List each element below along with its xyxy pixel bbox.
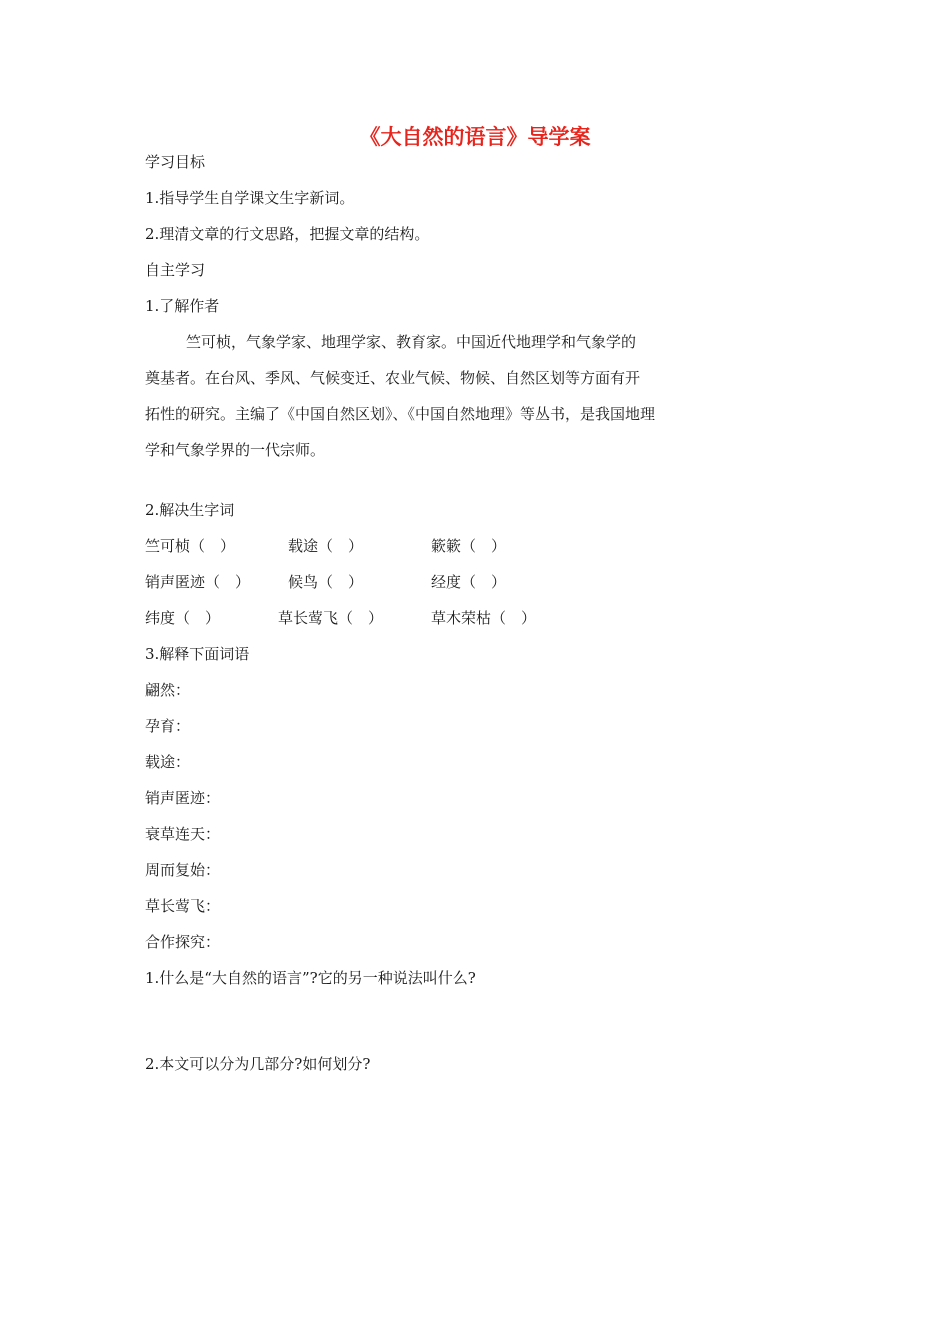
cooperation-question-1: 1.什么是“大自然的语言”?它的另一种说法叫什么?: [145, 969, 476, 987]
explain-item: 衰草连天：: [145, 825, 221, 843]
word-cell-r3c1: 纬度（ ）: [145, 609, 221, 627]
explain-item: 草长莺飞：: [145, 897, 221, 915]
cooperation-question-2: 2.本文可以分为几部分?如何划分?: [145, 1055, 371, 1073]
author-paragraph-line-2: 奠基者。在台风、季风、气候变迁、农业气候、物候、自然区划等方面有开: [145, 369, 641, 387]
word-cell-r3c3: 草木荣枯（ ）: [431, 609, 537, 627]
goal-item-1: 1.指导学生自学课文生字新词。: [145, 189, 355, 207]
author-paragraph-line-1: 竺可桢，气象学家、地理学家、教育家。中国近代地理学和气象学的: [186, 333, 637, 351]
explain-item: 载途：: [145, 753, 191, 771]
word-cell-r1c3: 簌簌（ ）: [431, 537, 507, 555]
explain-item: 周而复始：: [145, 861, 221, 879]
words-heading: 2.解决生字词: [145, 501, 235, 519]
word-cell-r2c3: 经度（ ）: [431, 573, 507, 591]
goal-item-2: 2.理清文章的行文思路，把握文章的结构。: [145, 225, 430, 243]
word-cell-r1c2: 载途（ ）: [288, 537, 364, 555]
cooperation-heading: 合作探究：: [145, 933, 221, 951]
self-study-heading: 自主学习: [145, 261, 206, 279]
explain-item: 翩然：: [145, 681, 191, 699]
word-cell-r3c2: 草长莺飞（ ）: [278, 609, 384, 627]
word-cell-r2c1: 销声匿迹（ ）: [145, 573, 251, 591]
word-cell-r1c1: 竺可桢（ ）: [145, 537, 236, 555]
word-cell-r2c2: 候鸟（ ）: [288, 573, 364, 591]
author-heading: 1.了解作者: [145, 297, 220, 315]
author-paragraph-line-3: 拓性的研究。主编了《中国自然区划》、《中国自然地理》等丛书，是我国地理: [145, 405, 656, 423]
explain-item: 孕育：: [145, 717, 191, 735]
explain-heading: 3.解释下面词语: [145, 645, 250, 663]
page-title: 《大自然的语言》导学案: [359, 125, 591, 149]
goals-heading: 学习目标: [145, 153, 206, 171]
author-paragraph-line-4: 学和气象学界的一代宗师。: [145, 441, 326, 459]
explain-item: 销声匿迹：: [145, 789, 221, 807]
